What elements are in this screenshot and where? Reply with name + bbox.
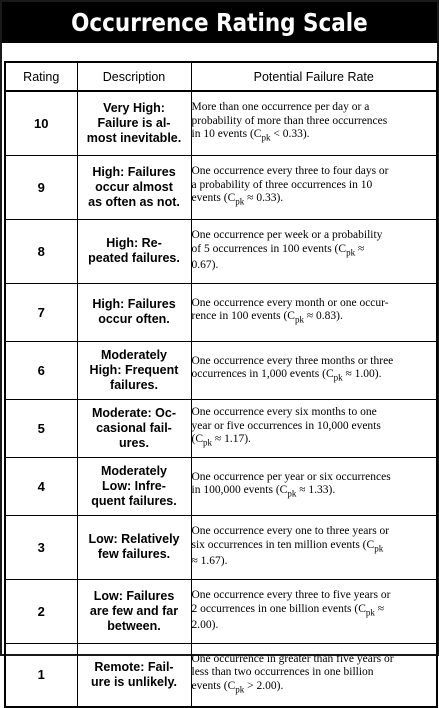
failure-rate-cell (191, 515, 437, 579)
description-line: between. (107, 618, 161, 633)
description-line: High: Frequent (89, 362, 179, 377)
failure-rate-line: One occurrence every three months or three (191, 354, 394, 367)
description-line: as often as not. (88, 194, 180, 209)
table-row (5, 219, 437, 283)
failure-rate-line: year or five occurrences in 10,000 events (191, 419, 381, 432)
description-line: Moderate: Oc- (91, 405, 177, 420)
description-line: ures. (119, 435, 149, 450)
failure-rate-line: One occurrence per year or six occurrences (191, 470, 391, 483)
description-line: casional fail- (96, 420, 172, 435)
table-row (5, 399, 437, 457)
table-row (5, 341, 437, 399)
failure-rate-line: One occurrence every month or one occur- (191, 296, 389, 309)
failure-rate-cell (191, 283, 437, 341)
header-rating: Rating (5, 62, 77, 91)
table-row (5, 283, 437, 341)
rating-cell: 5 (5, 399, 77, 457)
description-line: most inevitable. (86, 130, 182, 145)
header-description: Description (77, 62, 191, 91)
description-line: Low: Infre- (102, 478, 166, 493)
table-row (5, 643, 437, 707)
failure-rate-line: $(C_{pk} \approx 1.17)$. (191, 433, 251, 448)
failure-rate-cell (191, 399, 437, 457)
failure-rate-line: in 10 events $(C_{pk} < 0.33)$. (191, 128, 310, 143)
description-line: Remote: Fail- (94, 659, 174, 674)
failure-rate-line: 0.67). (191, 259, 219, 272)
description-line: few failures. (97, 547, 171, 561)
description-line: Very High: (103, 100, 165, 115)
failure-rate-line: occurrences in 1,000 events $(C_{pk} \approx 1.00)$. (191, 368, 382, 383)
failure-rate-line: six occurrences in ten million events ($C_{pk}$ (191, 538, 384, 553)
description-line: Low: Relatively (88, 532, 180, 546)
description-line: failures. (110, 377, 158, 392)
description-line: occur almost (95, 179, 173, 194)
rating-cell: 1 (5, 643, 77, 707)
failure-rate-line: less than two occurrences in one billion (191, 666, 374, 679)
table-header-row (5, 62, 437, 91)
description-cell (77, 155, 191, 219)
title-bar (2, 2, 437, 43)
failure-rate-line: 2.00). (191, 619, 219, 632)
failure-rate-line: a probability of three occurrences in 10 (191, 178, 373, 191)
rating-cell: 4 (5, 457, 77, 515)
table-row (5, 579, 437, 643)
description-line: High: Failures (92, 297, 176, 311)
rating-table (4, 61, 438, 708)
failure-rate-cell (191, 579, 437, 643)
page-title: Occurrence Rating Scale (71, 8, 368, 37)
header-failure-rate: Potential Failure Rate (191, 62, 437, 91)
description-line: Low: Failures (93, 588, 175, 603)
description-line: High: Re- (106, 236, 162, 250)
table-body (5, 91, 437, 707)
description-cell (77, 457, 191, 515)
description-line: ure is unlikely. (91, 674, 177, 689)
rating-cell: 8 (5, 219, 77, 283)
failure-rate-line: One occurrence every one to three years or (191, 525, 390, 538)
description-line: quent failures. (91, 493, 177, 508)
description-cell (77, 91, 191, 155)
description-line: occur often. (98, 312, 170, 326)
rating-cell: 10 (5, 91, 77, 155)
failure-rate-line: ≈ 1.67). (191, 555, 228, 568)
description-cell (77, 219, 191, 283)
failure-rate-line: More than one occurrence per day or a (191, 101, 370, 114)
failure-rate-cell (191, 643, 437, 707)
failure-rate-line: events $(C_{pk} \approx 0.33)$. (191, 192, 284, 207)
rating-cell: 3 (5, 515, 77, 579)
failure-rate-line: One occurrence in greater than five years or (191, 652, 394, 665)
failure-rate-line: probability of more than three occurrences (191, 114, 388, 127)
failure-rate-cell (191, 341, 437, 399)
rating-cell: 6 (5, 341, 77, 399)
description-line: Moderately (101, 463, 167, 478)
failure-rate-line: One occurrence every three to five years or (191, 589, 391, 602)
failure-rate-line: rence in 100 events $(C_{pk} \approx 0.83)$. (191, 310, 343, 325)
table-row (5, 457, 437, 515)
description-line: peated failures. (88, 251, 180, 265)
rating-cell: 2 (5, 579, 77, 643)
description-cell (77, 579, 191, 643)
rating-cell: 7 (5, 283, 77, 341)
table-row (5, 91, 437, 155)
failure-rate-line: in 100,000 events $(C_{pk} \approx 1.33)$. (191, 484, 336, 499)
description-cell (77, 283, 191, 341)
failure-rate-line: 2 occurrences in one billion events ($C_{pk}$ ≈ (191, 602, 385, 617)
table-row (5, 515, 437, 579)
failure-rate-cell (191, 457, 437, 515)
failure-rate-line: of 5 occurrences in 100 events ($C_{pk}$ ≈ (191, 242, 365, 257)
failure-rate-line: One occurrence every three to four days or (191, 165, 389, 178)
table-row (5, 155, 437, 219)
description-line: Moderately (101, 347, 167, 362)
failure-rate-line: One occurrence per week or a probability (191, 229, 383, 242)
failure-rate-cell (191, 155, 437, 219)
description-line: are few and far (89, 603, 179, 618)
description-line: Failure is al- (97, 115, 171, 130)
description-cell (77, 399, 191, 457)
failure-rate-line: One occurrence every six months to one (191, 406, 377, 419)
description-cell (77, 341, 191, 399)
title-spacer (2, 43, 437, 61)
failure-rate-cell (191, 219, 437, 283)
description-cell (77, 643, 191, 707)
rating-cell: 9 (5, 155, 77, 219)
description-line: High: Failures (92, 164, 176, 179)
failure-rate-line: events $(C_{pk} > 2.00)$. (191, 679, 284, 695)
failure-rate-cell (191, 91, 437, 155)
description-cell (77, 515, 191, 579)
